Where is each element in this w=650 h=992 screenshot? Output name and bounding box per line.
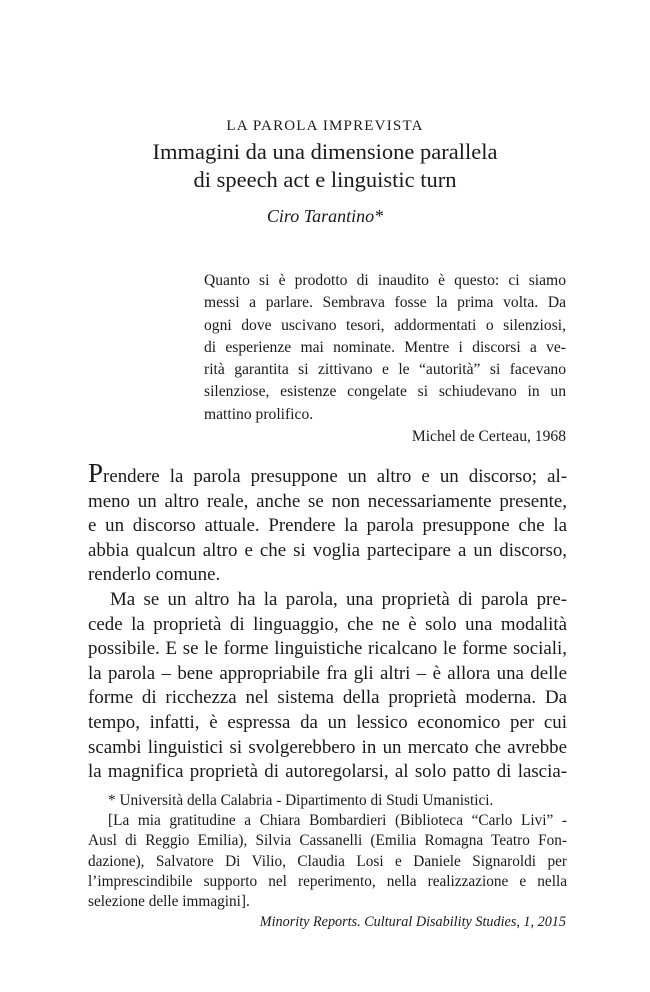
epigraph-line: rità garantita si zittivano e le “autorità” si facevano [204, 361, 566, 379]
epigraph-attribution: Michel de Certeau, 1968 [411, 428, 566, 446]
footnote-line: Ausl di Reggio Emilia), Silvia Cassanelli (Emilia Romagna Teatro Fon- [88, 832, 567, 850]
journal-citation: Minority Reports. Cultural Disability Studies, 1, 2015 [259, 914, 566, 930]
body-line: renderlo comune. [88, 564, 221, 586]
epigraph-line: messi a parlare. Sembrava fosse la prima volta. Da [204, 294, 566, 312]
title-line: Immagini da una dimensione parallela [152, 139, 498, 164]
body-line: cede la proprietà di linguaggio, che ne è solo una modalità [88, 613, 567, 635]
article-title [0, 138, 650, 194]
body-line: tempo, infatti, è espressa da un lessico economico per cui [88, 711, 567, 733]
body-line-text: rendere la parola presuppone un altro e un discorso; al- [103, 466, 567, 487]
body-text [88, 458, 567, 785]
epigraph [204, 270, 566, 448]
title-line: di speech act e linguistic turn [193, 167, 457, 192]
body-line: abbia qualcun altro e che si voglia partecipare a un discorso, [88, 539, 567, 561]
footnote-line: selezione delle immagini]. [88, 893, 250, 911]
drop-cap: P [88, 458, 104, 488]
footnote-line: dazione), Salvatore Di Vilio, Claudia Losi e Daniele Signaroldi per [88, 852, 567, 870]
footnote-line: * Università della Calabria - Dipartimento di Studi Umanistici. [108, 792, 494, 809]
body-line: forme di ricchezza nel sistema della proprietà moderna. Da [88, 687, 567, 709]
epigraph-line: di esperienze mai nominate. Mentre i discorsi a ve- [204, 338, 566, 356]
footnote-line: [La mia gratitudine a Chiara Bombardieri (Biblioteca “Carlo Livi” - [108, 812, 567, 830]
epigraph-line: Quanto si è prodotto di inaudito è questo: ci siamo [204, 272, 566, 289]
footnote-line: l’imprescindibile supporto nel reperimento, nella realizzazione e nella [88, 872, 567, 890]
body-line: Ma se un altro ha la parola, una proprietà di parola pre- [110, 588, 567, 610]
epigraph-line: mattino prolifico. [204, 405, 314, 423]
body-line: meno un altro reale, anche se non necessariamente presente, [88, 490, 567, 512]
body-line: e un discorso attuale. Prendere la parola presuppone che la [88, 515, 567, 537]
body-line: la magnifica proprietà di autoregolarsi, al solo patto di lascia- [88, 761, 567, 783]
body-line: scambi linguistici si svolgerebbero in un mercato che avrebbe [88, 736, 567, 758]
author-name: Ciro Tarantino* [266, 206, 384, 226]
body-line: la parola – bene appropriabile fra gli altri – è allora una delle [88, 662, 567, 684]
epigraph-line: silenziose, esistenze congelate si schiudevano in un [204, 383, 566, 401]
footnotes [88, 791, 567, 912]
article-kicker: LA PAROLA IMPREVISTA [226, 118, 424, 134]
epigraph-line: ogni dove uscivano tesori, addormentati o silenziosi, [204, 316, 566, 334]
body-line [88, 458, 567, 490]
body-line: possibile. E se le forme linguistiche ricalcano le forme sociali, [88, 638, 567, 660]
